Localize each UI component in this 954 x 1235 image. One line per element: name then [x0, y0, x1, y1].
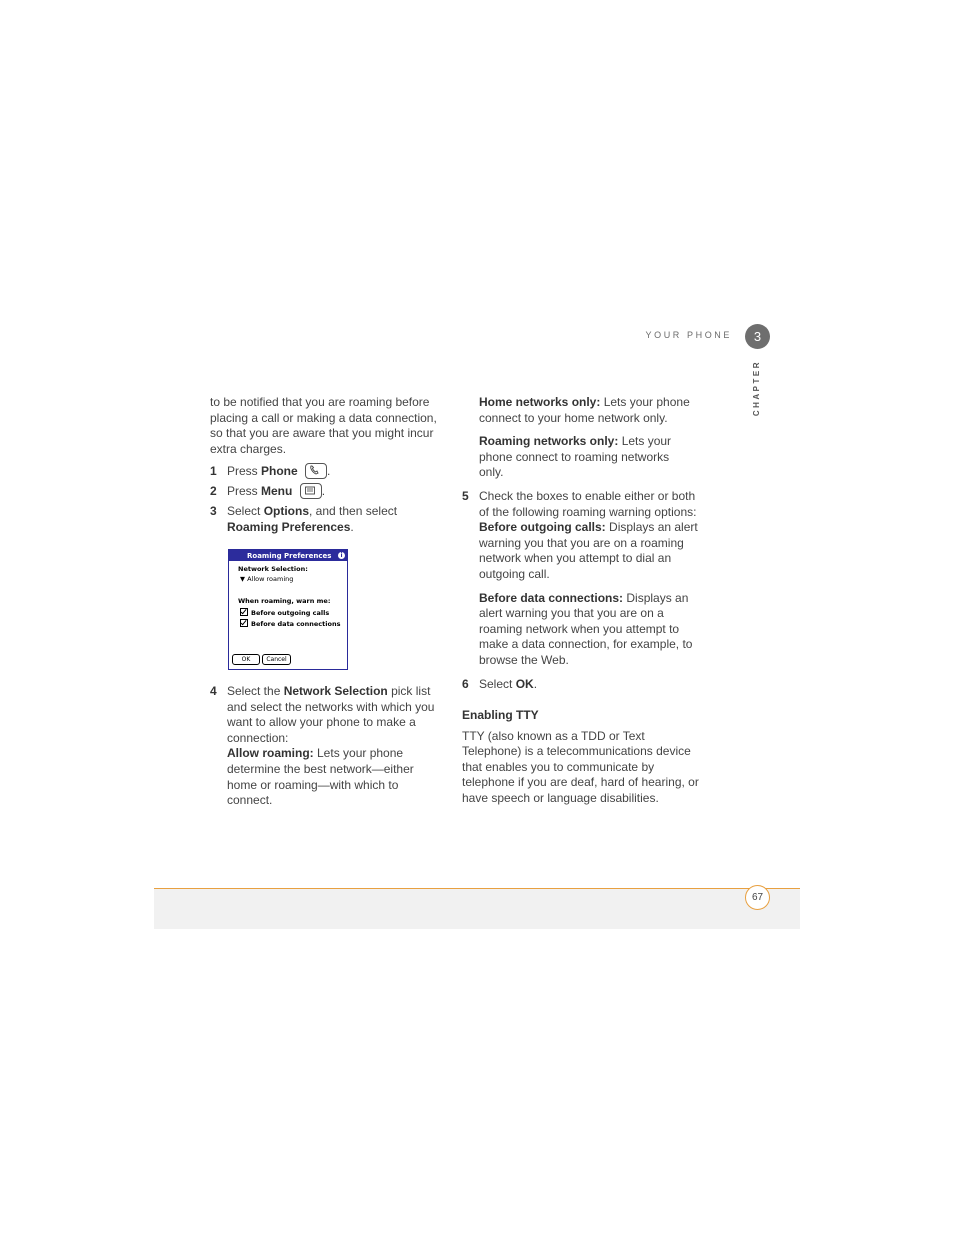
step-3: 3 Select Options, and then select Roaming Preferences. — [210, 504, 398, 534]
step-4: 4 Select the Network Selection pick list and select the networks with which you want to allow your phone to make a connection: — [210, 684, 435, 745]
step-2: 2 Press Menu . — [210, 484, 326, 499]
info-icon: i — [338, 552, 345, 559]
step-1: 1 Press Phone . — [210, 464, 331, 479]
network-selection-label: Network Selection: — [238, 565, 308, 573]
left-column-continued — [210, 680, 450, 809]
network-selection-picklist: ▼ Allow roaming — [240, 575, 294, 583]
menu-icon — [300, 483, 322, 499]
home-networks-option: Home networks only: Lets your phone connect to your home network only. — [479, 395, 690, 425]
step-6: 6 Select OK. — [462, 676, 538, 691]
intro-paragraph: to be notified that you are roaming before placing a call or making a data connection, so that you are aware that you might incur extra charges. — [210, 395, 437, 456]
roaming-networks-option: Roaming networks only: Lets your phone connect to roaming networks only. — [479, 434, 672, 480]
screen-title: Roaming Preferences i — [229, 550, 347, 561]
tty-paragraph: TTY (also known as a TDD or Text Telephone) is a telecommunications device that enables you to communicate by telephone if you are deaf, hard of hearing, or have speech or language disabilities. — [462, 728, 699, 806]
cancel-button: Cancel — [262, 654, 291, 665]
section-heading: Enabling TTY — [462, 708, 539, 723]
left-column — [210, 395, 450, 536]
roaming-preferences-screenshot — [228, 549, 348, 670]
step-5: 5 Check the boxes to enable either or both of the following roaming warning options: — [462, 488, 697, 519]
phone-icon — [305, 463, 327, 479]
right-column — [462, 395, 702, 807]
chapter-number-badge: 3 — [745, 324, 770, 349]
allow-roaming-option: Allow roaming: Lets your phone determine the best network—either home or roaming—with which to connect. — [227, 746, 414, 808]
section-title: YOUR PHONE — [645, 330, 732, 340]
warn-label: When roaming, warn me: — [238, 597, 331, 605]
ok-button: OK — [232, 654, 260, 665]
checkbox-checked-icon — [240, 619, 248, 627]
page-number: 67 — [745, 885, 770, 910]
dropdown-arrow-icon: ▼ — [240, 575, 245, 583]
footer-band — [154, 889, 800, 929]
chapter-label: CHAPTER — [752, 360, 761, 417]
before-outgoing-calls-option: Before outgoing calls: Displays an alert warning you that you are on a roaming network when you attempt to dial an outgoing call. — [479, 520, 698, 581]
before-data-connections-option: Before data connections: Displays an alert warning you that you are on a roaming network when you attempt to make a data connection, for example, to browse the Web. — [479, 590, 693, 667]
checkbox-checked-icon — [240, 608, 248, 616]
footer-rule — [154, 888, 800, 889]
checkbox-data-connections: Before data connections — [240, 619, 340, 628]
checkbox-outgoing-calls: Before outgoing calls — [240, 608, 329, 617]
